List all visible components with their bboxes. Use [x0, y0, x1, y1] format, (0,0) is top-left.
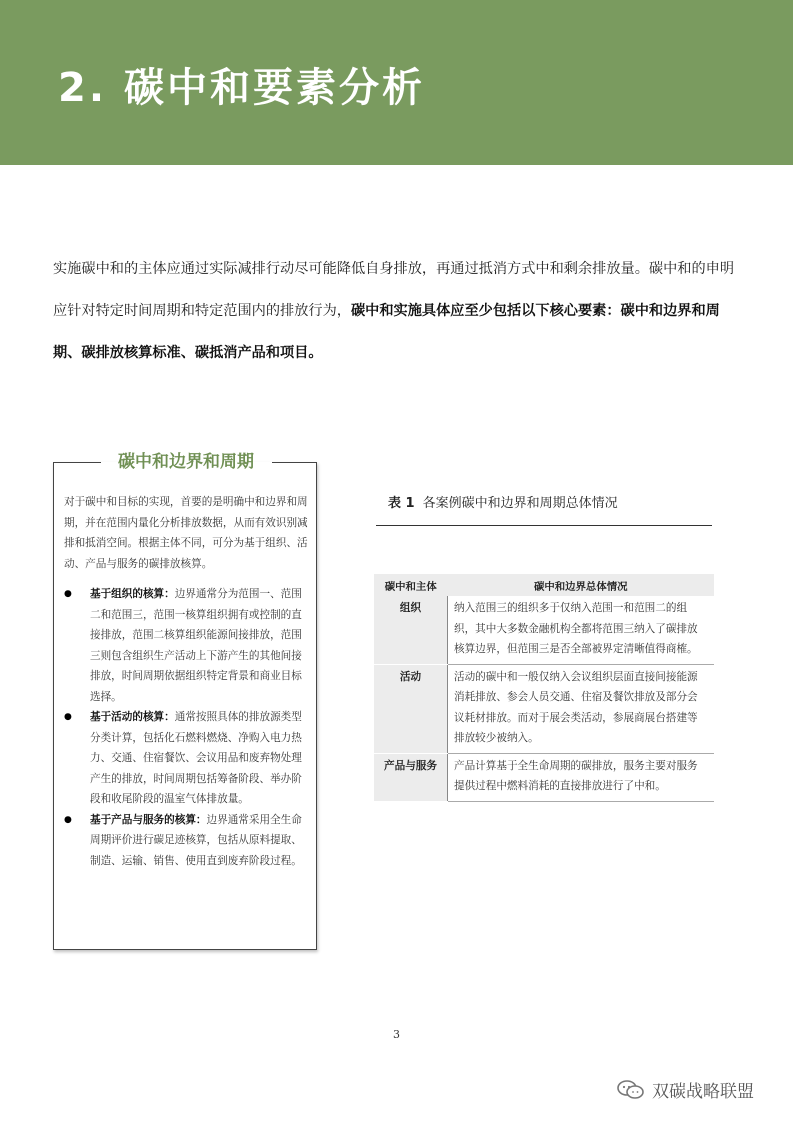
bullet-dot-icon: ● — [64, 589, 72, 599]
intro-paragraph — [53, 248, 745, 374]
table-header-description: 碳中和边界总体情况 — [448, 574, 715, 596]
intro-bold-text: 碳中和实施具体应至少包括以下核心要素：碳中和边界和周期、碳排放核算标准、碳抵消产品和项目。 — [53, 303, 720, 361]
watermark-text: 双碳战略联盟 — [652, 1082, 754, 1102]
table-cell-subject: 组织 — [374, 596, 448, 664]
box-bullet-list — [64, 584, 310, 871]
bullet-dot-icon: ● — [64, 814, 72, 825]
box-body — [64, 492, 310, 871]
page-title: 2. 碳中和要素分析 — [58, 65, 425, 111]
table-row — [374, 753, 714, 801]
wechat-icon — [616, 1079, 646, 1101]
table-cell-subject: 活动 — [374, 664, 448, 753]
page-number: 3 — [393, 1028, 400, 1041]
watermark — [616, 1077, 754, 1102]
box-title: 碳中和边界和周期 — [118, 452, 254, 472]
table-header-row — [374, 574, 714, 596]
box-border-left — [53, 462, 101, 463]
table-cell-description: 纳入范围三的组织多于仅纳入范围一和范围二的组织，其中大多数金融机构全都将范围三纳入了碳排放核算边界，但范围三是否全部被界定清晰值得商榷。 — [448, 596, 715, 664]
table-caption-text: 各案例碳中和边界和周期总体情况 — [422, 496, 618, 511]
table-cell-subject: 产品与服务 — [374, 753, 448, 801]
bullet-text: 边界通常分为范围一、范围二和范围三，范围一核算组织拥有或控制的直接排放，范围二核算组织能源间接排放，范围三则包含组织生产活动上下游产生的其他间接排放，时间周期依据组织特定背景和商业目标选择。 — [90, 588, 302, 703]
box-intro: 对于碳中和目标的实现，首要的是明确中和边界和周期，并在范围内量化分析排放数据，从而有效识别减排和抵消空间。根据主体不同，可分为基于组织、活动、产品与服务的碳排放核算。 — [64, 496, 308, 570]
table-header-subject: 碳中和主体 — [374, 574, 448, 596]
table-row — [374, 664, 714, 753]
bullet-dot-icon: ● — [64, 712, 72, 722]
table-caption-number: 表 1 — [388, 496, 415, 511]
bullet-label: 基于产品与服务的核算： — [90, 813, 207, 826]
bullet-label: 基于组织的核算： — [90, 588, 175, 600]
bullet-activity — [64, 707, 310, 810]
boundary-table — [374, 574, 714, 802]
header-banner — [0, 0, 793, 165]
boundary-period-box — [53, 452, 317, 950]
table-row — [374, 596, 714, 664]
table-caption — [388, 494, 618, 514]
table-cell-description: 产品计算基于全生命周期的碳排放，服务主要对服务提供过程中燃料消耗的直接排放进行了中和。 — [448, 753, 715, 801]
bullet-label: 基于活动的核算： — [90, 711, 175, 723]
bullet-text: 通常按照具体的排放源类型分类计算，包括化石燃料燃烧、净购入电力热力、交通、住宿餐饮、会议用品和废弃物处理产生的排放，时间周期包括筹备阶段、举办阶段和收尾阶段的温室气体排放量。 — [90, 711, 302, 805]
caption-divider — [376, 525, 712, 526]
intro-text: 实施碳中和的主体应通过实际减排行动尽可能降低自身排放，再通过抵消方式中和剩余排放量。碳中和的申明应针对特定时间周期和特定范围内的排放行为， — [53, 261, 735, 319]
box-border-right — [272, 462, 317, 463]
bullet-product-service — [64, 810, 310, 872]
bullet-text: 边界通常采用全生命周期评价进行碳足迹核算，包括从原料提取、制造、运输、销售、使用直到废弃阶段过程。 — [90, 813, 302, 867]
table-cell-description: 活动的碳中和一般仅纳入会议组织层面直接间接能源消耗排放、参会人员交通、住宿及餐饮排放及部分会议耗材排放。而对于展会类活动，参展商展台搭建等排放较少被纳入。 — [448, 664, 715, 753]
bullet-organization — [64, 584, 310, 707]
